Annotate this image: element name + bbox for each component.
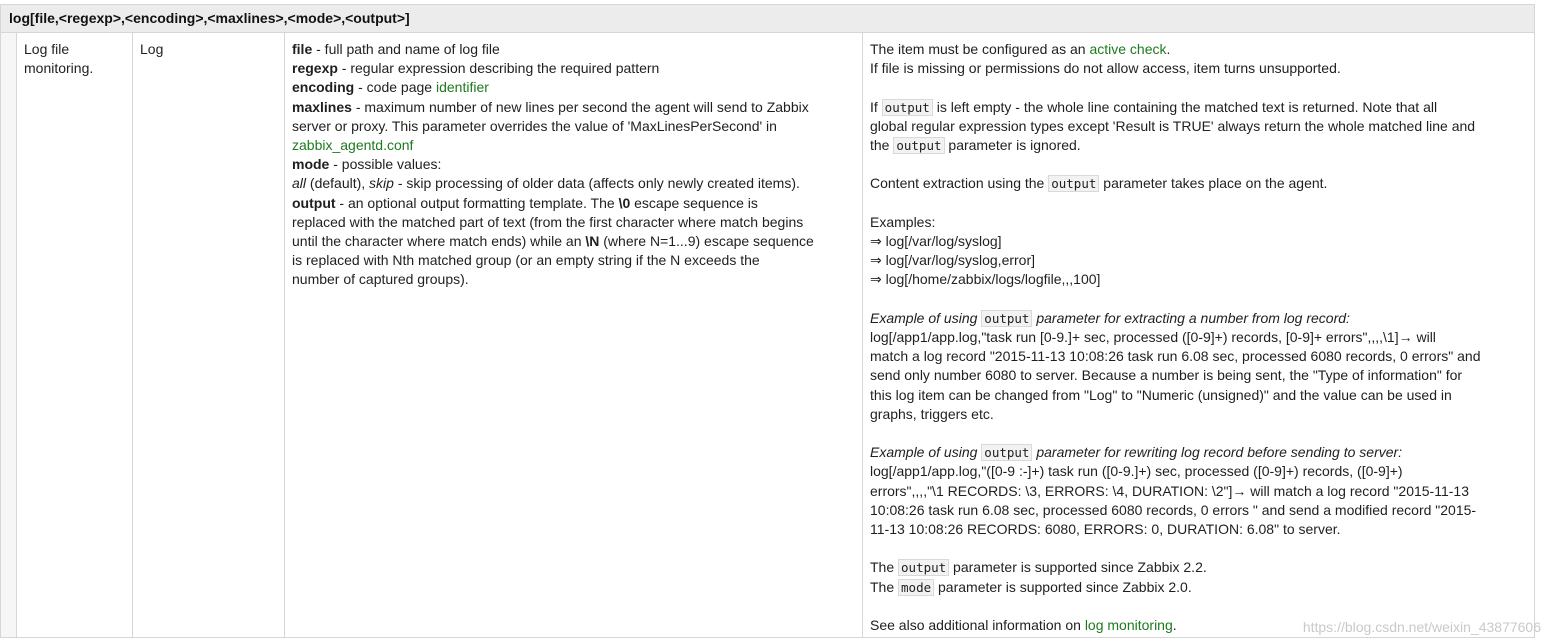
note-content-extraction: Content extraction using the output parameter takes place on the agent. bbox=[870, 175, 1328, 192]
parameters-cell bbox=[285, 33, 863, 637]
param-maxlines-link-line bbox=[292, 136, 856, 155]
type-cell bbox=[133, 33, 285, 637]
type-text: Log bbox=[140, 41, 164, 57]
examples-label: Examples: bbox=[870, 213, 936, 230]
item-key-table bbox=[0, 4, 1535, 638]
spacer bbox=[870, 78, 1528, 97]
example-extract-l3: send only number 6080 to server. Because a number is being sent, the "Type of information" for bbox=[870, 367, 1463, 384]
param-output: output - an optional output formatting template. The \0 escape sequence is bbox=[292, 194, 758, 211]
param-encoding: encoding - code page identifier bbox=[292, 79, 489, 96]
example-rewrite-title: Example of using output parameter for rewriting log record before sending to server: bbox=[870, 444, 1403, 461]
item-key-header: log[file,<regexp>,<encoding>,<maxlines>,<mode>,<output>] bbox=[1, 4, 1534, 33]
example-extract-l1: log[/app1/app.log,"task run [0-9.]+ sec, processed ([0-9]+) records, [0-9]+ errors",,,,\1]→ will bbox=[870, 328, 1436, 345]
example-extract-l4: this log item can be changed from "Log" to "Numeric (unsigned)" and the value can be used in bbox=[870, 386, 1452, 403]
param-output-l5: number of captured groups). bbox=[292, 271, 469, 288]
description-text: Log file monitoring. bbox=[24, 41, 94, 77]
example-rewrite-l4: 11-13 10:08:26 RECORDS: 6080, ERRORS: 0, DURATION: 6.08" to server. bbox=[870, 521, 1341, 537]
spacer bbox=[870, 194, 1528, 213]
param-regexp: regexp - regular expression describing the required pattern bbox=[292, 60, 660, 77]
spacer bbox=[870, 597, 1528, 616]
example-3: ⇒ log[/home/zabbix/logs/logfile,,,100] bbox=[870, 271, 1101, 288]
example-extract-l2: match a log record "2015-11-13 10:08:26 task run 6.08 sec, processed 6080 records, 0 errors" and bbox=[870, 348, 1481, 365]
param-mode-values: all (default), skip - skip processing of older data (affects only newly created items). bbox=[292, 175, 800, 192]
note-output-empty: If output is left empty - the whole line containing the matched text is returned. Note that all bbox=[870, 98, 1438, 115]
spacer bbox=[870, 155, 1528, 174]
identifier-link[interactable]: identifier bbox=[435, 79, 489, 96]
spacer bbox=[870, 424, 1528, 443]
param-mode: mode - possible values: bbox=[292, 156, 442, 173]
zabbix-agentd-conf-link[interactable]: zabbix_agentd.conf bbox=[292, 137, 414, 154]
note-mode-since: The mode parameter is supported since Zabbix 2.0. bbox=[870, 578, 1192, 595]
watermark: https://blog.csdn.net/weixin_43877606 bbox=[1302, 619, 1541, 635]
note-see-also: See also additional information on log monitoring. bbox=[870, 616, 1177, 633]
param-maxlines: maxlines - maximum number of new lines per second the agent will send to Zabbix bbox=[292, 98, 809, 115]
table-row bbox=[1, 33, 1534, 638]
example-1: ⇒ log[/var/log/syslog] bbox=[870, 232, 1002, 249]
notes-cell bbox=[863, 33, 1534, 637]
log-monitoring-link[interactable]: log monitoring bbox=[1084, 616, 1173, 633]
description-cell bbox=[17, 33, 133, 637]
note-active-check: The item must be configured as an active check. bbox=[870, 41, 1171, 57]
param-file: file - full path and name of log file bbox=[292, 41, 500, 57]
note-output-since: The output parameter is supported since Zabbix 2.2. bbox=[870, 559, 1207, 576]
param-maxlines-cont: server or proxy. This parameter overrides the value of 'MaxLinesPerSecond' in bbox=[292, 117, 777, 134]
example-rewrite-l1: log[/app1/app.log,"([0-9 :-]+) task run ([0-9.]+) sec, processed ([0-9]+) records, ([0-9]+) bbox=[870, 463, 1403, 480]
spacer bbox=[870, 539, 1528, 558]
param-output-l3: until the character where match ends) while an \N (where N=1...9) escape sequence bbox=[292, 233, 814, 250]
param-output-l4: is replaced with Nth matched group (or an empty string if the N exceeds the bbox=[292, 252, 760, 269]
spacer bbox=[870, 290, 1528, 309]
note-unsupported: If file is missing or permissions do not allow access, item turns unsupported. bbox=[870, 60, 1341, 77]
example-extract-title: Example of using output parameter for extracting a number from log record: bbox=[870, 309, 1350, 326]
param-output-l2: replaced with the matched part of text (from the first character where match begins bbox=[292, 213, 804, 230]
active-check-link[interactable]: active check bbox=[1089, 41, 1167, 57]
note-regex-types: global regular expression types except 'Result is TRUE' always return the whole matched line and bbox=[870, 117, 1476, 134]
row-gutter bbox=[1, 33, 17, 637]
note-output-ignored: the output parameter is ignored. bbox=[870, 137, 1081, 153]
example-2: ⇒ log[/var/log/syslog,error] bbox=[870, 252, 1036, 269]
example-rewrite-l2: errors",,,,"\1 RECORDS: \3, ERRORS: \4, DURATION: \2"]→ will match a log record "2015-11-13 bbox=[870, 482, 1469, 499]
example-rewrite-l3: 10:08:26 task run 6.08 sec, processed 6080 records, 0 errors " and send a modified record "2015- bbox=[870, 501, 1477, 518]
example-extract-l5: graphs, triggers etc. bbox=[870, 405, 994, 422]
